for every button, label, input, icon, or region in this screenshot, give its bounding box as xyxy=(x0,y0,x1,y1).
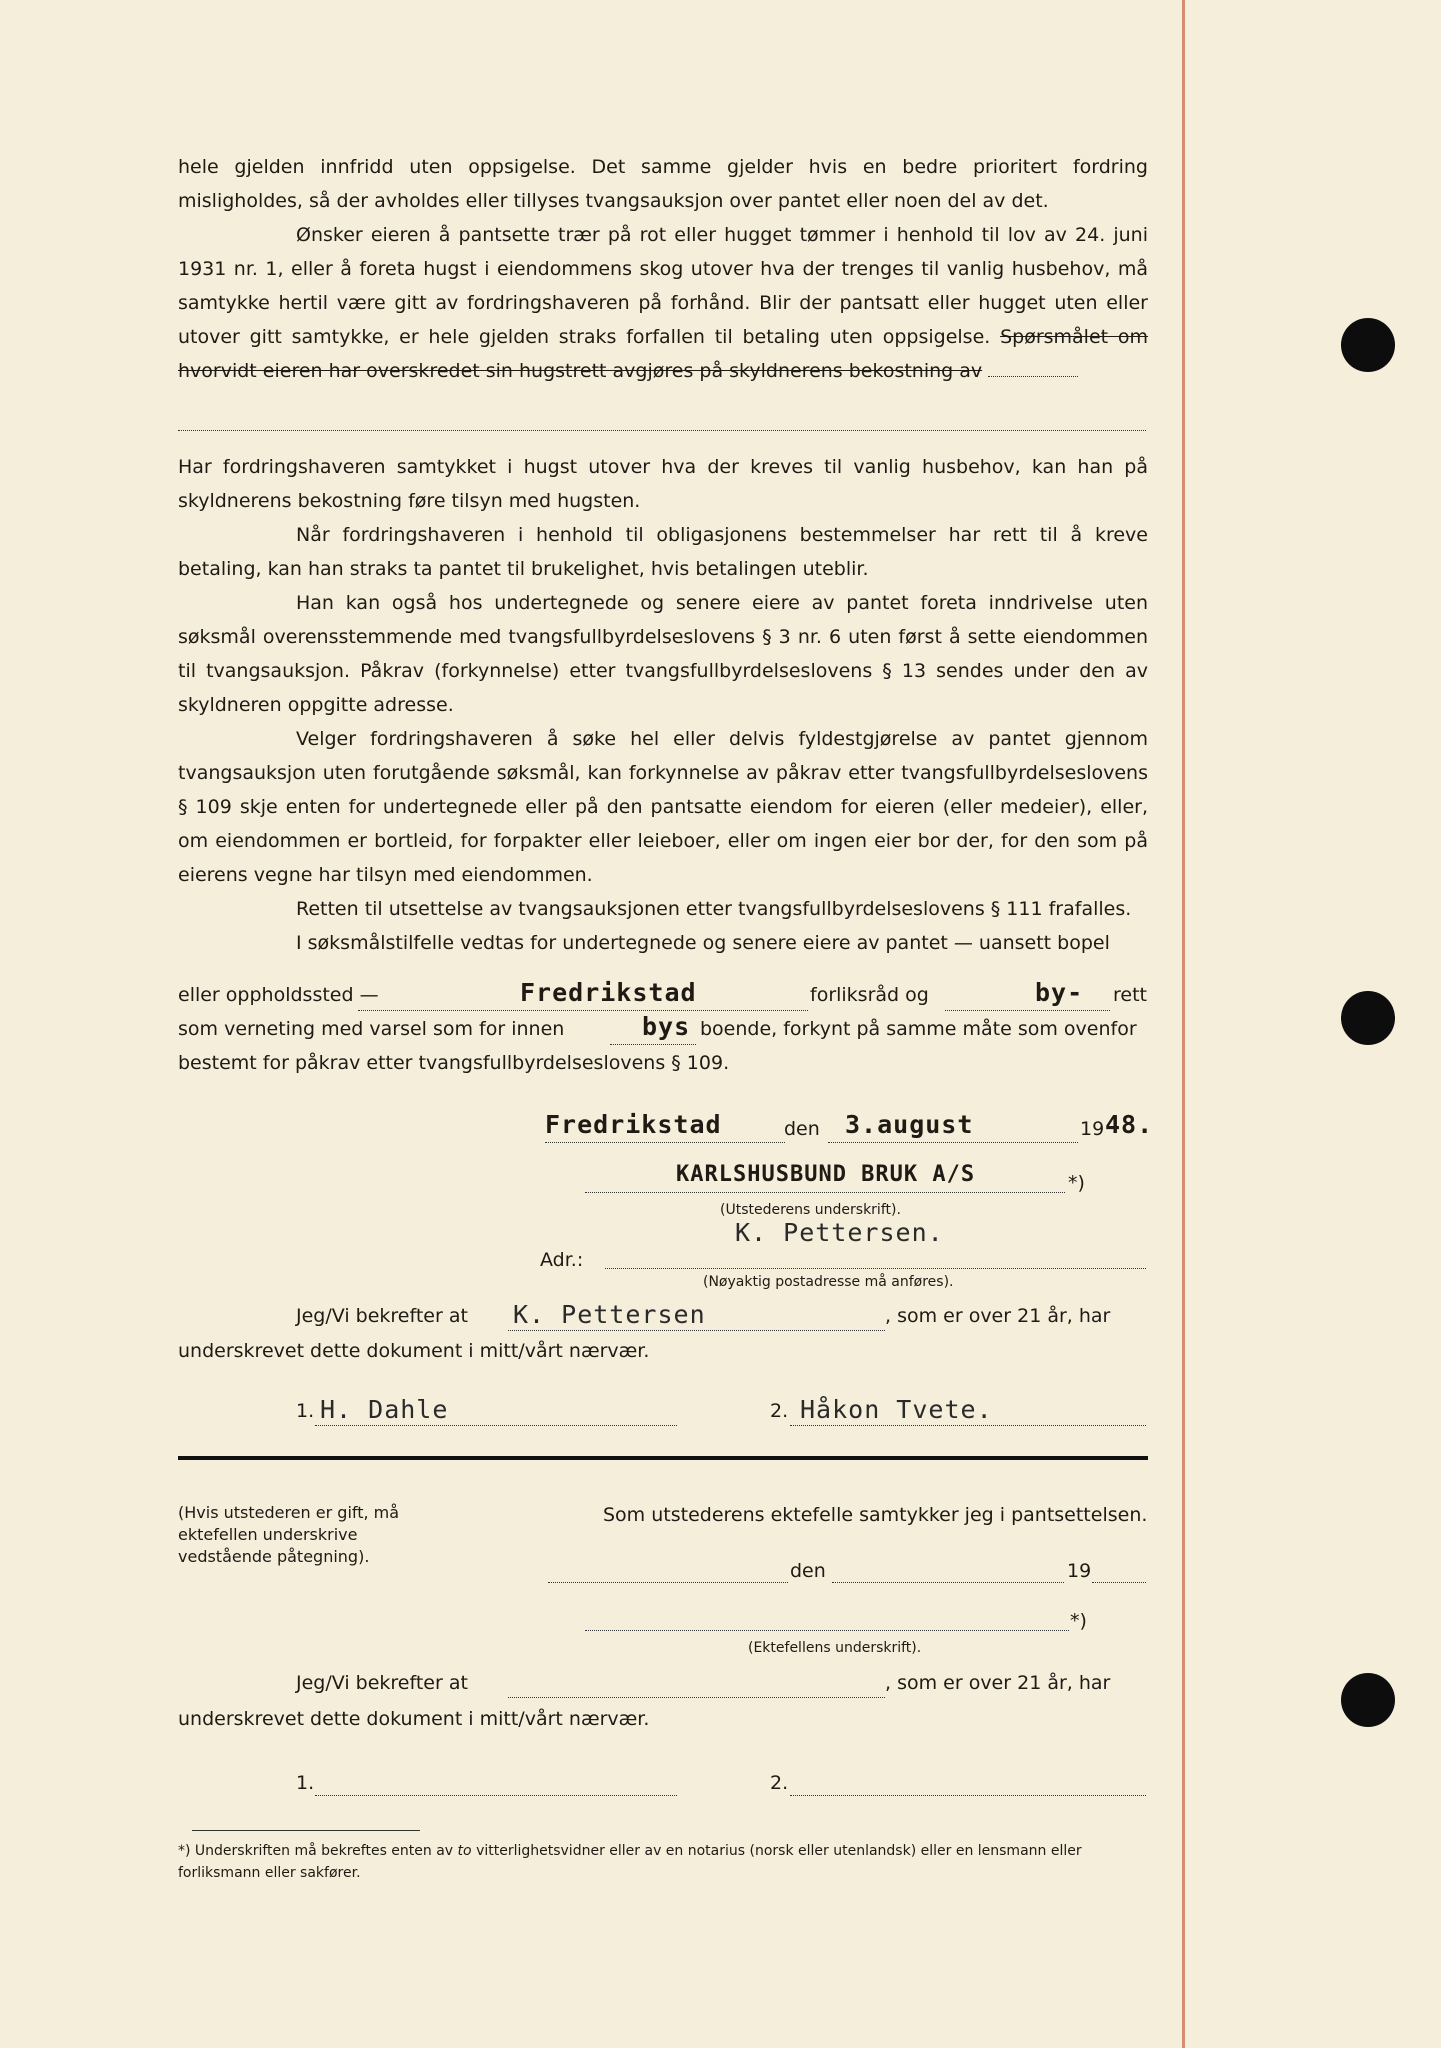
confirm-prefix: Jeg/Vi bekrefter at xyxy=(296,1305,468,1327)
spouse-signature-line xyxy=(585,1630,1069,1631)
issuer-signature-line xyxy=(585,1192,1065,1193)
witness2-2-number: 2. xyxy=(770,1772,789,1794)
address-label: Adr.: xyxy=(540,1249,584,1271)
date-place: Fredrikstad xyxy=(545,1110,722,1139)
footnote xyxy=(178,1840,1148,1884)
venue-city: Fredrikstad xyxy=(520,978,697,1007)
venue-bys-line xyxy=(610,1044,696,1045)
issuer-asterisk: *) xyxy=(1068,1172,1085,1194)
venue-line-label: eller oppholdssted — xyxy=(178,984,379,1006)
paragraph-timber-text: Ønsker eieren å pantsette trær på rot eller hugget tømmer i henhold til lov av 24. juni 1931 nr. 1, eller å foreta hugst i eiendommens skog utover hva der trenges til vanlig husbehov, må samtykke hertil være gitt av fordringshaveren på forhånd. Blir der pantsatt eller hugget uten eller utover gitt samtykke, er hele gjelden straks forfallen til betaling uten oppsigelse. xyxy=(178,224,1148,348)
witness-1-number: 1. xyxy=(296,1400,315,1422)
date-year: 48. xyxy=(1105,1110,1154,1139)
address-line xyxy=(605,1268,1146,1269)
date-day-month: 3.august xyxy=(845,1110,974,1139)
spouse-asterisk: *) xyxy=(1070,1610,1087,1632)
confirm2-suffix: , som er over 21 år, har xyxy=(885,1672,1111,1694)
paragraph-supervision: Har fordringshaveren samtykket i hugst utover hva der kreves til vanlig husbehov, kan han på skyldnerens bekostning føre tilsyn med hugsten. xyxy=(178,456,1148,512)
spouse-consent: Som utstederens ektefelle samtykker jeg i pantsettelsen. xyxy=(603,1504,1148,1526)
section-rule xyxy=(178,1456,1148,1460)
confirm2-line2: underskrevet dette dokument i mitt/vårt nærvær. xyxy=(178,1708,650,1730)
paragraph-enforcement: Han kan også hos undertegnede og senere eiere av pantet foreta inndrivelse uten søksmål overensstemmende med tvangsfullbyrdelseslovens § 3 nr. 6 uten først å sette eiendommen til tvangsauksjon. Påkrav (forkynnelse) etter tvangsfullbyrdelseslovens § 13 sendes under den av skyldneren oppgitte adresse. xyxy=(178,592,1148,716)
venue-text-b: boende, forkynt på samme måte som ovenfor xyxy=(700,1018,1137,1040)
paragraph-timber xyxy=(178,218,1148,388)
issuer-stamp: KARLSHUSBUND BRUK A/S xyxy=(676,1162,976,1187)
struck-clause: Spørsmålet om hvorvidt eieren har overskredet sin hugstrett avgjøres på skyldnerens bekostning av xyxy=(178,326,1148,382)
footnote-text-a: *) Underskriften må bekreftes enten av xyxy=(178,1843,454,1859)
spouse-note: (Hvis utstederen er gift, må ektefellen underskrive vedstående påtegning). xyxy=(178,1503,400,1566)
witness-2-line xyxy=(790,1425,1146,1426)
date-century: 19 xyxy=(1080,1118,1105,1140)
spouse-caption: (Ektefellens underskrift). xyxy=(748,1640,922,1656)
issuer-signature: K. Pettersen. xyxy=(735,1218,944,1247)
venue-text-a: som verneting med varsel som for innen xyxy=(178,1018,565,1040)
punch-hole-bottom xyxy=(1341,1673,1395,1727)
witness2-2-line xyxy=(790,1795,1146,1796)
witness-1-line xyxy=(315,1425,677,1426)
confirm2-name-line xyxy=(508,1697,885,1698)
spouse-place-line xyxy=(548,1582,788,1583)
footnote-text-b: vitterlighetsvidner eller av en notarius (norsk eller utenlandsk) eller en lensmann eller forliksmann eller sakfører. xyxy=(178,1843,1082,1881)
footnote-rule xyxy=(192,1830,420,1831)
date-place-line xyxy=(545,1142,785,1143)
confirm-suffix: , som er over 21 år, har xyxy=(885,1305,1111,1327)
issuer-caption: (Utstederens underskrift). xyxy=(720,1202,901,1218)
blank-line xyxy=(988,375,1078,377)
witness-1-signature: H. Dahle xyxy=(320,1395,449,1424)
blank-line-full xyxy=(178,430,1146,431)
venue-bys: bys xyxy=(642,1012,691,1041)
confirm-name: K. Pettersen xyxy=(513,1300,706,1329)
paragraph-postponement: Retten til utsettelse av tvangsauksjonen etter tvangsfullbyrdelseslovens § 111 frafalles. xyxy=(296,898,1132,920)
paragraph-auction: Velger fordringshaveren å søke hel eller delvis fyldestgjørelse av pantet gjennom tvangsauksjon uten forutgående søksmål, kan forkynnelse av påkrav etter tvangsfullbyrdelseslovens § 109 skje enten for undertegnede eller på den pantsatte eiendom for eieren (eller medeier), eller, om eiendommen er bortleid, for forpakter eller leieboer, eller om ingen eier bor der, for den som på eierens vegne har tilsyn med eiendommen. xyxy=(178,728,1148,886)
footnote-to: to xyxy=(457,1843,472,1859)
address-caption: (Nøyaktig postadresse må anføres). xyxy=(703,1274,954,1290)
venue-court: by- xyxy=(1035,978,1084,1007)
witness2-1-line xyxy=(315,1795,677,1796)
spouse-day-line xyxy=(832,1582,1064,1583)
date-day-line xyxy=(828,1142,1078,1143)
witness-2-number: 2. xyxy=(770,1400,789,1422)
spouse-year-line xyxy=(1092,1582,1146,1583)
punch-hole-top xyxy=(1341,318,1395,372)
witness2-1-number: 1. xyxy=(296,1772,315,1794)
margin-line xyxy=(1182,0,1185,2048)
paragraph-closing: bestemt for påkrav etter tvangsfullbyrdelseslovens § 109. xyxy=(178,1052,730,1074)
venue-court-line xyxy=(945,1010,1110,1011)
venue-city-line xyxy=(358,1010,808,1011)
spouse-den-label: den xyxy=(790,1560,826,1582)
date-den-label: den xyxy=(784,1118,820,1140)
confirm-name-line xyxy=(508,1330,885,1331)
punch-hole-middle xyxy=(1341,991,1395,1045)
paragraph-use: Når fordringshaveren i henhold til obligasjonens bestemmelser har rett til å kreve betaling, kan han straks ta pantet til brukelighet, hvis betalingen uteblir. xyxy=(178,524,1148,580)
witness-2-signature: Håkon Tvete. xyxy=(800,1395,993,1424)
confirm2-prefix: Jeg/Vi bekrefter at xyxy=(296,1672,468,1694)
paragraph-default: hele gjelden innfridd uten oppsigelse. Det samme gjelder hvis en bedre prioritert fordring misligholdes, så der avholdes eller tillyses tvangsauksjon over pantet eller noen del av det. xyxy=(178,156,1148,212)
venue-rett: rett xyxy=(1113,984,1147,1006)
venue-forliksrad: forliksråd og xyxy=(810,984,929,1006)
paragraph-venue: I søksmålstilfelle vedtas for undertegnede og senere eiere av pantet — uansett bopel xyxy=(296,932,1110,954)
spouse-century: 19 xyxy=(1067,1560,1092,1582)
confirm-line2: underskrevet dette dokument i mitt/vårt nærvær. xyxy=(178,1340,650,1362)
